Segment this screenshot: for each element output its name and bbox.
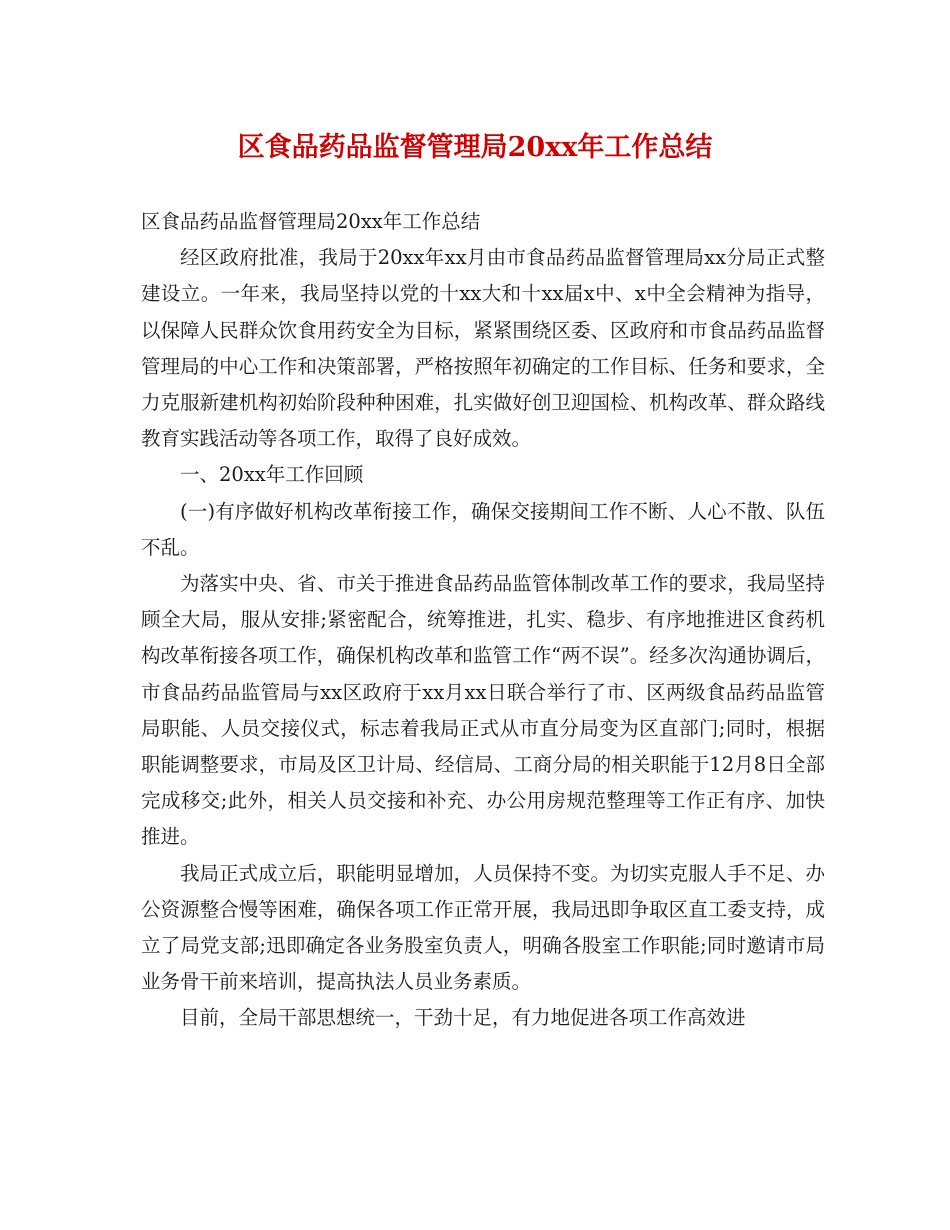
document-body xyxy=(141,204,825,1037)
paragraph: 为落实中央、省、市关于推进食品药品监管体制改革工作的要求，我局坚持顾全大局，服从安排;紧密配合，统筹推进，扎实、稳步、有序地推进区食药机构改革衔接各项工作，确保机构改革和监管工作“两不误”。经多次沟通协调后，市食品药品监管局与xx区政府于xx月xx日联合举行了市、区两级食品药品监管局职能、人员交接仪式，标志着我局正式从市直分局变为区直部门;同时，根据职能调整要求，市局及区卫计局、经信局、工商分局的相关职能于12月8日全部完成移交;此外，相关人员交接和补充、办公用房规范整理等工作正有序、加快推进。 xyxy=(141,572,825,849)
section-heading: 一、20xx年工作回顾 xyxy=(180,463,364,487)
subsection-heading: (一)有序做好机构改革衔接工作，确保交接期间工作不断、人心不散、队伍不乱。 xyxy=(141,499,825,559)
paragraph: 目前，全局干部思想统一，干劲十足，有力地促进各项工作高效进 xyxy=(180,1006,746,1030)
paragraph: 我局正式成立后，职能明显增加，人员保持不变。为切实克服人手不足、办公资源整合慢等困难，确保各项工作正常开展，我局迅即争取区直工委支持，成立了局党支部;迅即确定各业务股室负责人，明确各股室工作职能;同时邀请市局业务骨干前来培训，提高执法人员业务素质。 xyxy=(141,861,825,994)
paragraph-heading: 区食品药品监督管理局20xx年工作总结 xyxy=(141,210,481,233)
document-title: 区食品药品监督管理局20xx年工作总结 xyxy=(237,132,713,163)
paragraph: 经区政府批准，我局于20xx年xx月由市食品药品监督管理局xx分局正式整建设立。一年来，我局坚持以党的十xx大和十xx届x中、x中全会精神为指导，以保障人民群众饮食用药安全为目标，紧紧围绕区委、区政府和市食品药品监督管理局的中心工作和决策部署，严格按照年初确定的工作目标、任务和要求，全力克服新建机构初始阶段种种困难，扎实做好创卫迎国检、机构改革、群众路线教育实践活动等各项工作，取得了良好成效。 xyxy=(141,246,825,451)
